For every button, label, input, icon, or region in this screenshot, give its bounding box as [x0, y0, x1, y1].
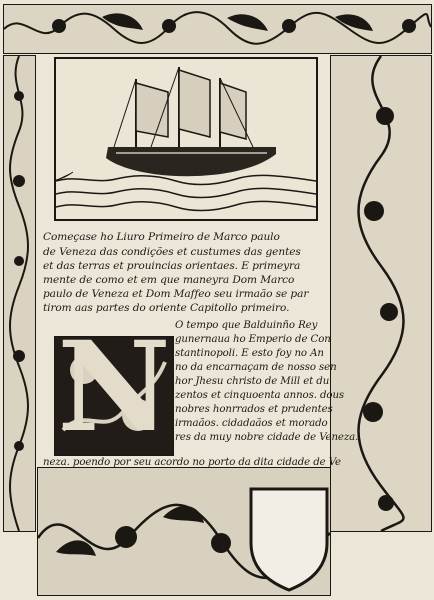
ship-woodcut: [54, 57, 318, 221]
left-floral-border: [3, 55, 36, 532]
title-line-3: et das terras et prouincias orientaes. E primeyra: [43, 260, 301, 272]
body-line-1: O tempo que Balduinño Rey: [175, 320, 318, 331]
title-line-4: mente de como et em que maneyra Dom Marco: [43, 274, 295, 286]
title-line-2: de Veneza das condições et custumes das gentes: [43, 246, 301, 258]
initial-letter: N: [57, 336, 171, 456]
body-line-3: stantinopoli. E esto foy no An: [175, 348, 324, 359]
floral-border-icon: [4, 5, 431, 53]
body-line-4: no da encarnaçam de nosso sen: [175, 362, 337, 373]
floral-border-icon: [331, 56, 431, 531]
right-floral-border: [330, 55, 432, 532]
shield-icon: [246, 484, 332, 592]
body-line-6: zentos et cinquoenta annos. dous: [175, 390, 345, 401]
top-floral-border: [3, 4, 432, 54]
blank-shield: [246, 484, 332, 592]
body-line-9: res da muy nobre cidade de Veneza.: [175, 432, 359, 443]
body-line-5: hor Jhesu christo de Mill et du: [175, 376, 330, 387]
title-line-5: paulo de Veneza et Dom Maffeo seu irmaão se par: [43, 288, 309, 300]
title-line-1: Começase ho Liuro Primeiro de Marco paulo: [43, 231, 280, 243]
final-text-line: neza. poendo por seu acordo no porto da dita cidade de Ve: [43, 457, 341, 468]
body-line-2: gunernaua ho Emperio de Con: [175, 334, 331, 345]
floral-border-icon: [4, 56, 35, 531]
ship-woodcut-icon: [56, 59, 316, 219]
body-line-7: nobres honrrados et prudentes: [175, 404, 333, 415]
title-line-6: tirom aas partes do oriente Capitollo primeiro.: [43, 302, 290, 314]
body-line-8: irmaãos. cidadaãos et morado: [175, 418, 328, 429]
decorated-initial: [54, 336, 174, 456]
